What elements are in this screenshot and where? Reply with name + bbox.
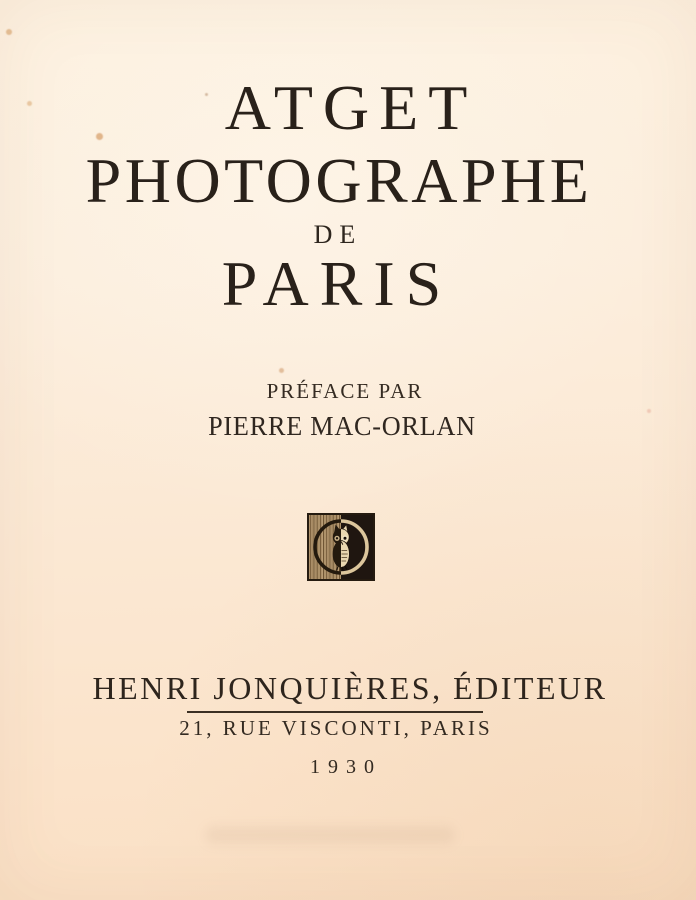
preface-author: PIERRE MAC-ORLAN <box>208 411 476 441</box>
title-line-atget: ATGET <box>224 72 478 143</box>
foxing-spot <box>96 133 103 140</box>
foxing-spot <box>279 368 284 373</box>
title-line-paris: PARIS <box>221 248 453 319</box>
foxing-spot <box>6 29 12 35</box>
foxing-spot <box>205 93 208 96</box>
title-line-de: DE <box>313 220 363 249</box>
preface-label: PRÉFACE PAR <box>266 379 424 403</box>
foxing-spot <box>647 409 651 413</box>
foxing-spot <box>27 101 32 106</box>
publication-year: 1930 <box>310 756 382 778</box>
verso-showthrough <box>205 826 455 844</box>
publisher-owl-device-icon <box>307 513 375 581</box>
publisher-address: 21, RUE VISCONTI, PARIS <box>179 716 493 740</box>
publisher-name: HENRI JONQUIÈRES, ÉDITEUR <box>92 670 608 706</box>
title-line-photographe: PHOTOGRAPHE <box>85 145 593 216</box>
imprint-divider-rule <box>187 711 483 713</box>
